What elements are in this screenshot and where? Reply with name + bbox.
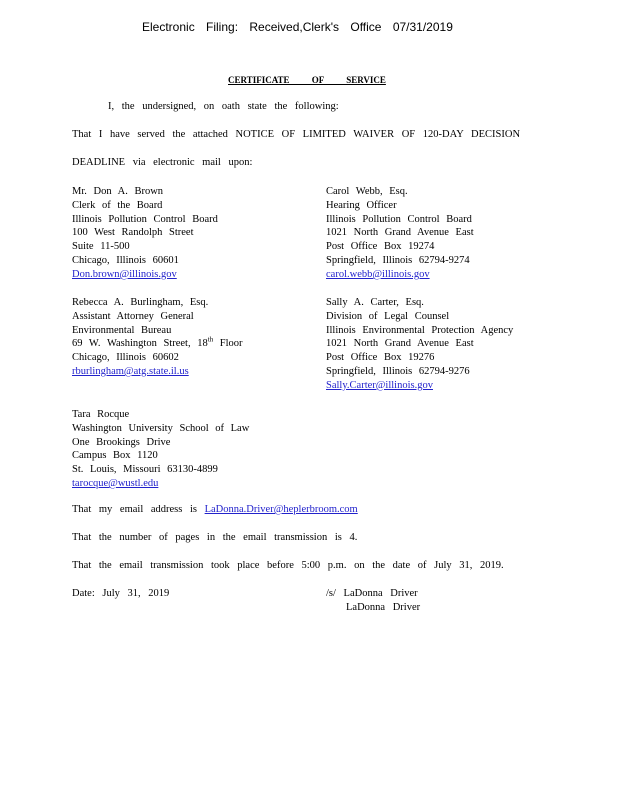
recipient-line: St. Louis, Missouri 63130-4899 [72, 464, 218, 476]
recipient-line: Clerk of the Board [72, 199, 163, 211]
intro-line: I, the undersigned, on oath state the following: [108, 101, 339, 112]
email-link[interactable]: rburlingham@atg.state.il.us [72, 365, 189, 377]
recipient-line: Post Office Box 19276 [326, 352, 435, 364]
recipient-line: Suite 11-500 [72, 241, 130, 253]
recipient-webb [326, 185, 474, 282]
filing-header: Electronic Filing: Received,Clerk's Office 07/31/2019 [142, 20, 453, 34]
signature-name: LaDonna Driver [346, 602, 421, 613]
certificate-title: CERTIFICATE OF SERVICE [228, 75, 386, 85]
signature-line: /s/ LaDonna Driver [326, 588, 418, 599]
recipient-line: Post Office Box 19274 [326, 241, 435, 253]
sender-email-link[interactable]: LaDonna.Driver@heplerbroom.com [204, 504, 358, 515]
recipient-line: 1021 North Grand Avenue East [326, 338, 474, 350]
email-link[interactable]: Sally.Carter@illinois.gov [326, 379, 433, 391]
email-link[interactable]: Don.brown@illinois.gov [72, 268, 177, 280]
recipient-brown [72, 185, 218, 282]
recipient-burlingham [72, 296, 243, 379]
recipient-rocque [72, 408, 249, 491]
recipient-line: Hearing Officer [326, 199, 397, 211]
recipient-line: Chicago, Illinois 60602 [72, 352, 179, 364]
recipient-line: Campus Box 1120 [72, 450, 158, 462]
recipient-line: One Brookings Drive [72, 436, 171, 448]
recipient-line: Assistant Attorney General [72, 310, 194, 322]
recipient-line: Rebecca A. Burlingham, Esq. [72, 297, 209, 308]
recipient-line: 100 West Randolph Street [72, 227, 194, 239]
recipient-line: Environmental Bureau [72, 324, 172, 336]
recipient-line: Springfield, Illinois 62794-9276 [326, 365, 470, 377]
recipient-line: Springfield, Illinois 62794-9274 [326, 254, 470, 266]
served-line-1: That I have served the attached NOTICE OF LIMITED WAIVER OF 120-DAY DECISION [72, 129, 521, 140]
recipient-line: Carol Webb, Esq. [326, 186, 408, 197]
recipient-line: Illinois Pollution Control Board [326, 213, 472, 225]
recipient-line: Sally A. Carter, Esq. [326, 297, 424, 308]
recipient-carter [326, 296, 513, 393]
recipient-line: Illinois Environmental Protection Agency [326, 324, 514, 336]
date-line: Date: July 31, 2019 [72, 588, 170, 599]
recipient-line: Tara Rocque [72, 409, 130, 420]
pages-line: That the number of pages in the email transmission is 4. [72, 532, 358, 543]
recipient-line: Mr. Don A. Brown [72, 186, 164, 197]
transmission-line: That the email transmission took place before 5:00 p.m. on the date of July 31, 2019. [72, 560, 504, 571]
recipient-line: Chicago, Illinois 60601 [72, 254, 179, 266]
served-line-2: DEADLINE via electronic mail upon: [72, 157, 253, 168]
email-link[interactable]: carol.webb@illinois.gov [326, 268, 430, 280]
recipient-line: Division of Legal Counsel [326, 310, 450, 322]
email-address-prefix: That my email address is [72, 504, 197, 515]
email-address-line [72, 504, 358, 515]
recipient-line: Washington University School of Law [72, 422, 250, 434]
recipient-line: 1021 North Grand Avenue East [326, 227, 474, 239]
recipient-line: Illinois Pollution Control Board [72, 213, 218, 225]
email-link[interactable]: tarocque@wustl.edu [72, 477, 159, 489]
recipient-street: 69 W. Washington Street, 18th Floor [72, 335, 243, 350]
